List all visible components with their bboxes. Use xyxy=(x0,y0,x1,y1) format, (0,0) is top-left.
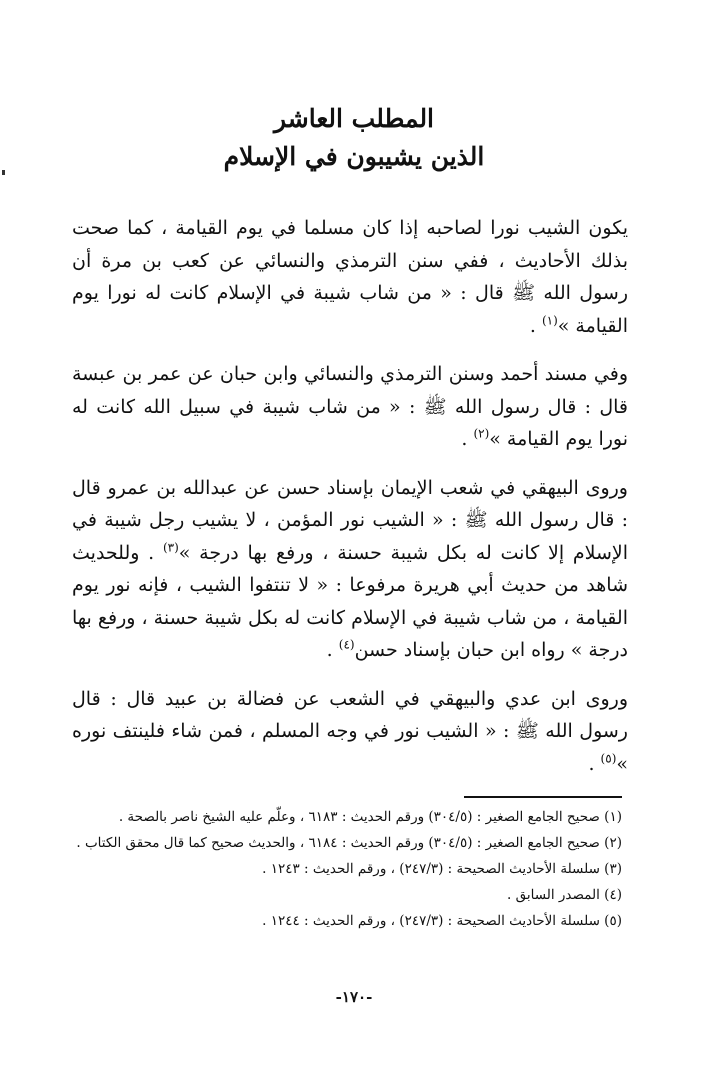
footnote-ref: (١) xyxy=(541,313,558,328)
footnote-divider xyxy=(464,796,622,798)
body-text xyxy=(72,212,628,796)
paragraph-tail: . وللحديث شاهد من حديث أبي هريرة مرفوعا : « لا تنتفوا الشيب ، فإنه نور يوم القيامة ، من شاب شيبة في الإسلام كانت له بكل شيبة حسنة ، ورفع بها درجة » رواه ابن حبان بإسناد حسن xyxy=(72,541,628,661)
paragraph-tail: . xyxy=(461,428,474,450)
paragraph-text: يكون الشيب نورا لصاحبه إذا كان مسلما في يوم القيامة ، كما صحت بذلك الأحاديث ، ففي سنن الترمذي والنسائي عن كعب بن مرة أن رسول الله ﷺ قال : « من شاب شيبة في الإسلام كانت له نورا يوم القيامة » xyxy=(72,217,628,337)
footnote-5: (٥) سلسلة الأحاديث الصحيحة : (٢٤٧/٣) ، ورقم الحديث : ١٢٤٤ . xyxy=(262,913,622,929)
paragraph-tail: . xyxy=(326,639,339,661)
footnote-ref: (٥) xyxy=(600,751,617,766)
footnote-ref: (٢) xyxy=(473,426,490,441)
scan-mark xyxy=(2,170,5,175)
footnote-2: (٢) صحيح الجامع الصغير : (٣٠٤/٥) ورقم الحديث : ٦١٨٤ ، والحديث صحيح كما قال محقق الكتاب . xyxy=(76,835,622,851)
footnote-3: (٣) سلسلة الأحاديث الصحيحة : (٢٤٧/٣) ، ورقم الحديث : ١٢٤٣ . xyxy=(262,861,622,877)
section-heading: المطلب العاشر xyxy=(273,104,435,133)
page-number: -١٧٠- xyxy=(335,988,373,1006)
paragraph-4 xyxy=(72,683,628,781)
footnotes xyxy=(74,804,622,934)
paragraph-3 xyxy=(72,472,628,667)
section-title: الذين يشيبون في الإسلام xyxy=(223,142,485,171)
paragraph-text: وروى ابن عدي والبيهقي في الشعب عن فضالة بن عبيد قال : قال رسول الله ﷺ : « الشيب نور في وجه المسلم ، فمن شاء فلينتف نوره » xyxy=(72,687,628,775)
footnote-1: (١) صحيح الجامع الصغير : (٣٠٤/٥) ورقم الحديث : ٦١٨٣ ، وعلّم عليه الشيخ ناصر بالصحة . xyxy=(118,809,622,825)
footnote-4: (٤) المصدر السابق . xyxy=(507,887,622,903)
paragraph-text: وفي مسند أحمد وسنن الترمذي والنسائي وابن حبان عن عمر بن عبسة قال : قال رسول الله ﷺ : « من شاب شيبة في سبيل الله كانت له نورا يوم القيامة » xyxy=(72,363,628,450)
paragraph-tail: . xyxy=(588,752,601,775)
paragraph-text: وروى البيهقي في شعب الإيمان بإسناد حسن عن عبدالله بن عمرو قال : قال رسول الله ﷺ : « الشيب نور المؤمن ، لا يشيب رجل شيبة في الإسلام إلا كانت له بكل شيبة حسنة ، ورفع بها درجة » xyxy=(72,476,628,564)
paragraph-tail: . xyxy=(529,314,542,337)
heading-block xyxy=(40,100,668,176)
footnote-ref: (٣) xyxy=(162,540,179,555)
paragraph-1 xyxy=(72,212,628,342)
footnote-ref: (٤) xyxy=(338,637,355,652)
paragraph-2 xyxy=(72,358,628,456)
